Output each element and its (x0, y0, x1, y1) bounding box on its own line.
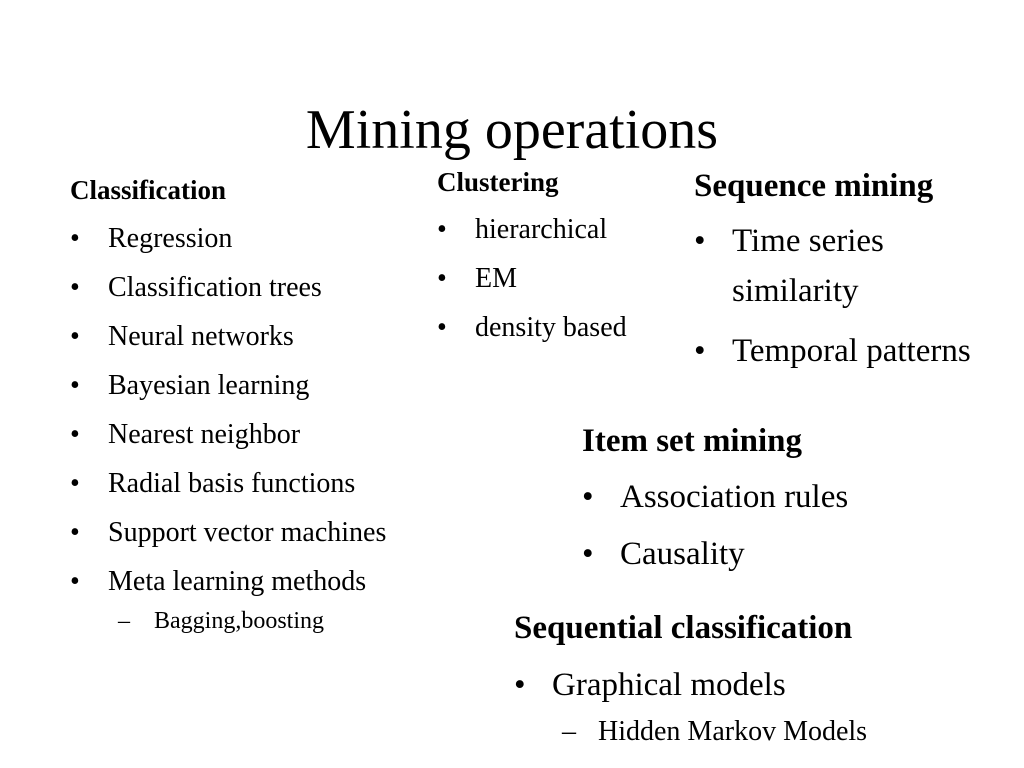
sub-list-item (562, 715, 867, 749)
bullet-icon: • (70, 272, 80, 303)
list-item (70, 563, 386, 600)
list-item-label: Temporal patterns (732, 333, 971, 369)
list-item-label: Association rules (620, 479, 849, 515)
list-item-label: EM (475, 263, 517, 294)
list-item (582, 475, 848, 519)
list-item-label: Radial basis functions (108, 468, 356, 499)
classification-heading: Classification (70, 175, 227, 205)
bullet-icon: • (694, 223, 706, 259)
list-item-label: hierarchical (475, 214, 608, 245)
bullet-icon: • (70, 566, 80, 597)
clustering-block (437, 165, 627, 346)
classification-block (70, 172, 386, 636)
item-set-mining-block (582, 420, 848, 576)
bullet-icon: • (70, 419, 80, 450)
classification-list (70, 220, 386, 600)
bullet-icon: • (514, 667, 526, 703)
list-item-label: Neural networks (108, 321, 294, 352)
bullet-icon: • (694, 333, 706, 369)
sub-list-item-label: Hidden Markov Models (598, 716, 868, 747)
sequence-mining-heading: Sequence mining (694, 168, 934, 204)
list-item (437, 309, 627, 346)
list-item (694, 216, 982, 316)
list-item (582, 532, 848, 576)
list-item (70, 220, 386, 257)
dash-icon: – (562, 716, 576, 747)
sequence-mining-block (694, 166, 982, 376)
list-item-label: Time series similarity (732, 223, 884, 309)
bullet-icon: • (437, 214, 447, 245)
slide-title: Mining operations (305, 99, 719, 161)
bullet-icon: • (582, 536, 594, 572)
list-item (694, 326, 982, 376)
dash-icon: – (118, 608, 130, 634)
list-item (70, 465, 386, 502)
list-item (70, 367, 386, 404)
list-item-label: Graphical models (552, 667, 786, 703)
bullet-icon: • (70, 321, 80, 352)
list-item-label: Regression (108, 223, 233, 254)
sub-list-item (118, 606, 386, 636)
list-item (437, 260, 627, 297)
bullet-icon: • (437, 263, 447, 294)
list-item (70, 416, 386, 453)
list-item (70, 318, 386, 355)
bullet-icon: • (70, 517, 80, 548)
sequential-classification-heading: Sequential classification (514, 610, 853, 646)
clustering-list (437, 211, 627, 346)
bullet-icon: • (70, 223, 80, 254)
list-item-label: density based (475, 312, 627, 343)
list-item-label: Causality (620, 536, 745, 572)
bullet-icon: • (437, 312, 447, 343)
list-item-label: Classification trees (108, 272, 322, 303)
bullet-icon: • (582, 479, 594, 515)
sequential-classification-block (514, 606, 867, 749)
item-set-mining-list (582, 475, 848, 576)
bullet-icon: • (70, 370, 80, 401)
list-item (70, 514, 386, 551)
list-item-label: Support vector machines (108, 517, 387, 548)
sub-list-item-label: Bagging,boosting (154, 608, 325, 634)
list-item-label: Meta learning methods (108, 566, 367, 597)
clustering-heading: Clustering (437, 167, 559, 197)
list-item-label: Nearest neighbor (108, 419, 301, 450)
list-item (514, 663, 867, 707)
list-item (70, 269, 386, 306)
list-item-label: Bayesian learning (108, 370, 310, 401)
sequence-mining-list (694, 216, 982, 376)
list-item (437, 211, 627, 248)
item-set-mining-heading: Item set mining (582, 423, 802, 459)
bullet-icon: • (70, 468, 80, 499)
sequential-classification-list (514, 663, 867, 707)
